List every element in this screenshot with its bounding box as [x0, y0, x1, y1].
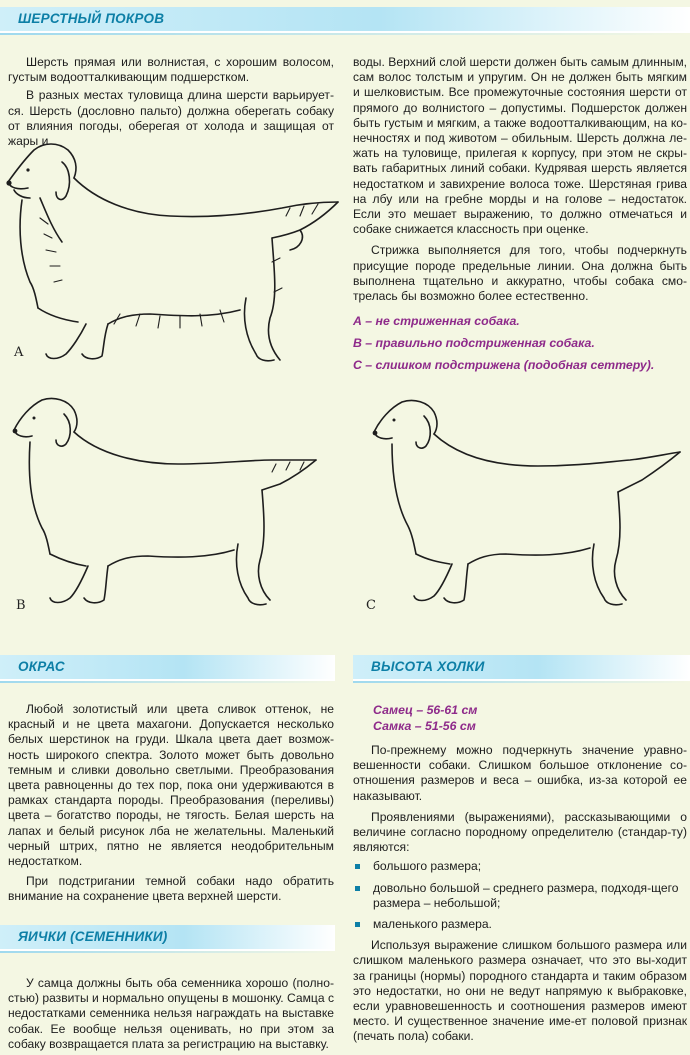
- height-female: Самка – 51-56 см: [373, 719, 476, 733]
- color-paragraph-1: Любой золотистый или цвета сливок оттенок, не красный и не цвета махагони. Допускается несколько белых шерстинок на груди. Шкала цвета дает возмож-ность широкого спектра. Золото может быть довольно темным и сливки довольно светлыми. Преобразования цвета равноценны до тех пор, пока они удерживаются в рамках стандарта породы. Преобразования (переливы) цвета – богатство породы, не тягость. Белая шерсть на лапах и белый рисунок лба не желательны. Маленький черный штрих, пятно не является неодобрительным недостатком.: [8, 702, 334, 869]
- section-header-color: [0, 655, 335, 681]
- dog-label-a: A: [14, 345, 24, 360]
- caption-c: С – слишком подстрижена (подобная сеттеру).: [353, 358, 655, 372]
- testicles-paragraph-1: У самца должны быть оба семенника хорошо (полно-стью) развиты и нормально опущены в мошонку. Самца с недостатками семенника нельзя награждать на выставке собак. Ее вообще нельзя оценивать, но при этом за собаку возвращается плата за регистрацию на выставку.: [8, 976, 334, 1051]
- height-text: [353, 743, 687, 1048]
- testicles-text: [8, 976, 334, 1055]
- height-male: Самец – 56-61 см: [373, 703, 478, 717]
- color-text: [8, 702, 334, 908]
- color-paragraph-2: При подстригании темной собаки надо обратить внимание на сохранение цвета верхней шерсти.: [8, 874, 334, 904]
- section-title-coat: ШЕРСТНЫЙ ПОКРОВ: [18, 11, 165, 26]
- section-header-height: [353, 655, 690, 681]
- list-item: довольно большой – среднего размера, подходя-щего размера – небольшой;: [353, 881, 687, 911]
- caption-a: А – не стриженная собака.: [353, 314, 520, 328]
- caption-b: В – правильно подстриженная собака.: [353, 336, 595, 350]
- coat-paragraph-4: Стрижка выполняется для того, чтобы подчеркнуть присущие породе предельные линии. Она должна быть выполнена тщательно и аккуратно, чтобы собака смо-трелась бы возможно более естественно.: [353, 243, 687, 304]
- height-size-list: [353, 859, 687, 932]
- height-paragraph-3: Используя выражение слишком большого размера или слишком маленького размера означает, что это вы-ходит за границы (нормы) породного стандарта и таким образом это недостатки, но они не ведут напрямую к выбраковке, если уравновешенность и соотношения размеров имеют место. И существенное значение име-ет половой признак (печать пола) собаки.: [353, 938, 687, 1044]
- height-paragraph-2: Проявлениями (выражениями), рассказывающими о величине согласно породному определителю (стандар-ту) являются:: [353, 809, 687, 855]
- dog-label-b: B: [16, 598, 26, 613]
- coat-paragraph-1: Шерсть прямая или волнистая, с хорошим волосом, густым водоотталкивающим подшерстком.: [8, 55, 334, 85]
- list-item: маленького размера.: [353, 917, 687, 932]
- list-item: большого размера;: [353, 859, 687, 874]
- dog-illustration-overtrimmed: [368, 396, 688, 614]
- coat-right-text: [353, 55, 687, 307]
- section-title-testicles: ЯИЧКИ (СЕМЕННИКИ): [18, 929, 168, 944]
- section-title-color: ОКРАС: [18, 659, 65, 674]
- section-header-testicles: [0, 925, 335, 951]
- height-paragraph-1: По-прежнему можно подчеркнуть значение уравно-вешенности собаки. Слишком большое отклонение со-отношения размеров и веса – ошибка, из-за которой ее наказывают.: [353, 743, 687, 803]
- section-header-coat: [0, 7, 690, 33]
- dog-illustration-untrimmed: [0, 138, 345, 370]
- coat-paragraph-2: В разных местах туловища длина шерсти варьирует-ся. Шерсть (дословно пальто) должна оберегать собаку от влияния погоды, оберегая от холода и защищая от жары и: [8, 88, 334, 149]
- section-title-height: ВЫСОТА ХОЛКИ: [371, 659, 485, 674]
- coat-paragraph-3: воды. Верхний слой шерсти должен быть самым длинным, сам волос толстым и упругим. Он не должен быть мягким и шелковистым. Все промежуточные состояния шерсти от прямого до волнистого – допустимы. Подшерсток должен быть густым и мягким, а также водоотталкивающим, на ко-нечностях и под животом – обильным. Шерсть должна ле-жать на туловище, прилегая к корпусу, при этом не скры-вать габаритных линий собаки. Кудрявая шерсть является недостатком и завихрение волоса тоже. Шерстяная грива на лбу или на гребне морды и на голове – недостаток. Если это мешает выражению, то должно отмечаться и собаке снижается классность при оценке.: [353, 55, 687, 237]
- dog-illustration-trimmed: [8, 394, 328, 614]
- dog-label-c: C: [366, 598, 376, 613]
